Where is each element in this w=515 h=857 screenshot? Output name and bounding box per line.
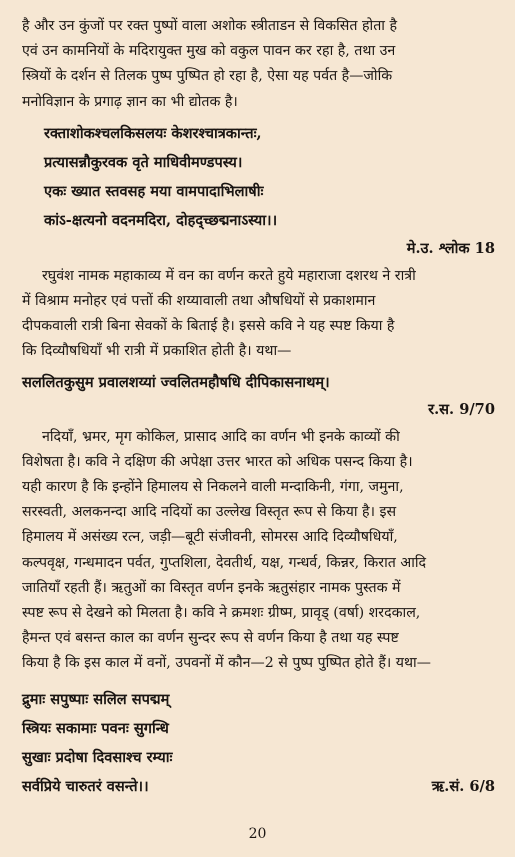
text-line: कि दिव्यौषधियाँ भी रात्री में प्रकाशित होती है। यथा—: [22, 343, 292, 360]
verse-reference-3: ऋ.सं. 6/8: [431, 777, 495, 795]
text-line: मनोविज्ञान के प्रगाढ़ ज्ञान का भी द्योतक है।: [22, 93, 238, 110]
verse-line: कांऽ-क्षत्यनो वदनमदिरा, दोहद्च्छद्मनाऽस्या।।: [44, 211, 278, 229]
paragraph-1: [22, 14, 495, 115]
text-line: रघुवंश नामक महाकाव्य में वन का वर्णन करते हुये महाराजा दशरथ ने रात्री: [42, 267, 416, 284]
verse-block-2: सललितकुसुम प्रवालशय्यां ज्वलितमहौषधि दीपिकासनाथम्।: [22, 373, 330, 391]
text-line: विशेषता है। कवि ने दक्षिण की अपेक्षा उत्तर भारत को अधिक पसन्द किया है।: [22, 453, 413, 470]
verse-line: द्रुमाः सपुष्पाः सलिल सपद्मम्: [22, 690, 170, 708]
paragraph-2: [22, 264, 495, 365]
verse-reference-2: र.स. 9/70: [428, 400, 495, 418]
verse-last-row: [22, 772, 495, 801]
text-line: सरस्वती, अलकनन्दा आदि नदियों का उल्लेख विस्तृत रूप से किया है। इस: [22, 504, 397, 521]
verse-line: प्रत्यासन्नौकुरवक वृते माधिवीमण्डपस्य।: [44, 153, 243, 171]
verse-block-1: [22, 119, 495, 235]
text-line: एवं उन कामनियों के मदिरायुक्त मुख को वकुल पावन कर रहा है, तथा उन: [22, 43, 396, 60]
text-line: किया है कि इस काल में वनों, उपवनों में कौन—2 से पुष्प पुष्पित होते हैं। यथा—: [22, 655, 431, 672]
text-line: नदियाँ, भ्रमर, मृग कोकिल, प्रासाद आदि का वर्णन भी इनके काव्यों की: [42, 428, 400, 445]
text-line: हैमन्त एवं बसन्त काल का वर्णन सुन्दर रूप से वर्णन किया है तथा यह स्पष्ट: [22, 630, 399, 647]
text-line: कल्पवृक्ष, गन्धमादन पर्वत, गुप्तशिला, देवतीर्थ, यक्ष, गन्धर्व, किन्नर, किरात आदि: [22, 554, 427, 571]
text-line: है और उन कुंजों पर रक्त पुष्पों वाला अशोक स्त्रीताडन से विकसित होता है: [22, 18, 398, 34]
text-line: स्पष्ट रूप से देखने को मिलता है। कवि ने क्रमशः ग्रीष्म, प्रावृड् (वर्षा) शरदकाल,: [22, 605, 421, 622]
text-line: हिमालय में असंख्य रत्न, जड़ी—बूटी संजीवनी, सोमरस आदि दिव्यौषधियाँ,: [22, 529, 398, 546]
text-line: यही कारण है कि इन्होंने हिमालय से निकलने वाली मन्दाकिनी, गंगा, जमुना,: [22, 479, 404, 496]
text-line: स्त्रियों के दर्शन से तिलक पुष्प पुष्पित हो रहा है, ऐसा यह पर्वत है—जोकि: [22, 68, 393, 85]
page-number: 20: [248, 826, 267, 842]
paragraph-3: [22, 425, 495, 677]
text-line: जातियाँ रहती हैं। ऋतुओं का विस्तृत वर्णन इनके ऋतुसंहार नामक पुस्तक में: [22, 579, 401, 596]
text-line: दीपकवाली रात्री बिना सेवकों के बिताई है। इससे कवि ने यह स्पष्ट किया है: [22, 318, 395, 335]
verse-block-3: [22, 685, 495, 801]
verse-line: स्त्रियः सकामाः पवनः सुगन्धि: [22, 719, 169, 737]
verse-line: सुखाः प्रदोषा दिवसाश्च रम्याः: [22, 748, 173, 766]
verse-line: सर्वप्रिये चारुतरं वसन्ते।।: [22, 777, 149, 795]
verse-line: रक्ताशोकश्चलकिसलयः केशरश्चात्रकान्तः,: [44, 124, 262, 142]
verse-line: एकः ख्यात स्तवसह मया वामपादाभिलाषीः: [44, 182, 264, 200]
verse-reference-1: मे.उ. श्लोक 18: [406, 239, 495, 257]
text-line: में विश्राम मनोहर एवं पत्तों की शय्यावाली तथा औषधियों से प्रकाशमान: [22, 293, 376, 310]
